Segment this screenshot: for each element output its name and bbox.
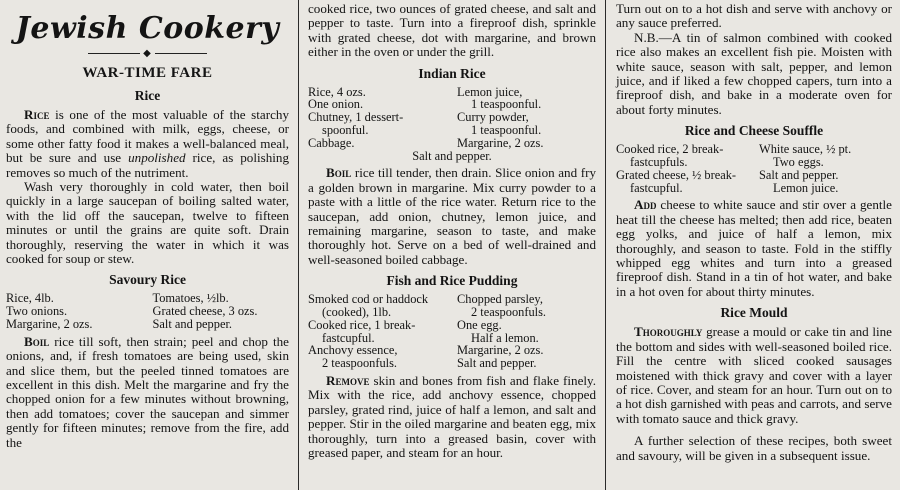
ingredient: Cooked rice, 1 break- bbox=[308, 317, 416, 332]
fish-rice-pudding-heading: Fish and Rice Pudding bbox=[386, 273, 518, 289]
indian-rice-ingredients bbox=[308, 86, 596, 163]
ingredient: fastcupful. bbox=[322, 330, 375, 345]
rice-mould-heading: Rice Mould bbox=[720, 305, 788, 321]
ingredient: Rice, 4 ozs. bbox=[308, 84, 366, 99]
fish-pudding-continued: Turn out on to a hot dish and serve with anchovy or any sauce preferred. bbox=[616, 1, 892, 31]
column-rule bbox=[298, 0, 299, 490]
ingredient: spoonful. bbox=[322, 123, 369, 138]
ingredient: One egg. bbox=[457, 317, 502, 332]
ingredient: Smoked cod or haddock bbox=[308, 292, 429, 307]
ingredient: Lemon juice. bbox=[773, 180, 839, 195]
rice-intro: Rice is one of the most valuable of the starchy foods, and combined with milk, eggs, cheese, or some other fatty food it makes a well-balanced meal, but be sure and use unpolished rice, as polishing removes so much of the nutriment. bbox=[6, 107, 289, 180]
souffle-heading: Rice and Cheese Souffle bbox=[684, 123, 824, 139]
ingredient: (cooked), 1lb. bbox=[322, 305, 392, 320]
ingredient: Anchovy essence, bbox=[308, 343, 398, 358]
column-1 bbox=[0, 0, 296, 490]
ingredient: Margarine, 2 ozs. bbox=[6, 317, 93, 332]
column-rule bbox=[605, 0, 606, 490]
ingredient: Half a lemon. bbox=[471, 330, 539, 345]
ingredient: Chopped parsley, bbox=[457, 292, 543, 307]
ingredient: One onion. bbox=[308, 97, 364, 112]
ingredient: fastcupful. bbox=[630, 180, 683, 195]
footer-note: A further selection of these recipes, both sweet and savoury, will be given in a subsequent issue. bbox=[616, 433, 892, 463]
ingredient: 1 teaspoonful. bbox=[471, 97, 542, 112]
rice-method: Wash very thoroughly in cold water, then boil quickly in a large saucepan of boiling salted water, with the lid off the saucepan, twelve to fifteen minutes or until the grains are quite soft. Drain thoroughly, reserving the water in which it was cooked for soup or stew. bbox=[6, 179, 289, 267]
savoury-rice-heading: Savoury Rice bbox=[109, 272, 186, 288]
savoury-rice-method: Boil rice till soft, then strain; peel and chop the onions, and, if fresh tomatoes are being used, skin and slice them, but the peeled tinned tomatoes are excellent in this dish. Melt the margarine and fry the chopped onion for a few minutes without browning, then add tomatoes; cover the saucepan and simmer gently for fifteen minutes; remove from the fire, add the bbox=[6, 333, 289, 450]
rice-mould-method: Thoroughly grease a mould or cake tin and line the bottom and sides with well-seasoned boiled rice. Fill the centre with sliced cooked sausages moistened with thick gravy and cover with a layer of rice. Cover, and steam for an hour. Turn out on to a hot dish garnished with peas and carrots, and serve with tomato sauce and thick gravy. bbox=[616, 324, 892, 426]
savoury-rice-continued: cooked rice, two ounces of grated cheese, and salt and pepper to taste. Turn into a fireproof dish, sprinkle with grated cheese, dot with margarine, and brown either in the oven or under the grill. bbox=[308, 1, 596, 60]
ingredient: Grated cheese, ½ break- bbox=[616, 167, 737, 182]
ingredient: Grated cheese, 3 ozs. bbox=[152, 304, 258, 319]
ingredient: Two onions. bbox=[6, 304, 68, 319]
ingredient: Tomatoes, ½lb. bbox=[152, 291, 229, 306]
ingredient: Rice, 4lb. bbox=[6, 291, 54, 306]
ingredient: Margarine, 2 ozs. bbox=[457, 343, 544, 358]
souffle-method: Add cheese to white sauce and stir over a gentle heat till the cheese has melted; then add rice, beaten egg yolks, and juice of half a lemon, mix thoroughly, and season to taste. Fold in the stiffly whipped egg whites and turn into a greased fireproof dish. Stand in a tin of hot water, and bake in a hot oven for about thirty minutes. bbox=[616, 197, 892, 299]
indian-rice-method: Boil rice till tender, then drain. Slice onion and fry a golden brown in margarine. Mix curry powder to a paste with a little of the rice water. Return rice to the saucepan, add onion, chutney, lemon juice, and remaining margarine, season to taste, and make thoroughly hot. Serve on a bed of well-drained and well-seasoned boiled cabbage. bbox=[308, 165, 596, 267]
ingredient: Salt and pepper. bbox=[152, 317, 232, 332]
ingredient: 1 teaspoonful. bbox=[471, 123, 542, 138]
rice-heading: Rice bbox=[134, 88, 161, 103]
souffle-ingredients bbox=[616, 143, 892, 194]
ingredient: White sauce, ½ pt. bbox=[759, 142, 852, 157]
ingredient: Cooked rice, 2 break- bbox=[616, 142, 724, 157]
fish-rice-pudding-method: Remove skin and bones from fish and flake finely. Mix with the rice, add anchovy essence, chopped parsley, grated rind, juice of half a lemon, and salt and pepper. Stir in the oiled margarine and beaten egg, mix thoroughly, turn into a greased basin, cover with greased paper, and steam for an hour. bbox=[308, 373, 596, 461]
ingredient: Curry powder, bbox=[457, 110, 529, 125]
dropcap-word: Rice bbox=[24, 107, 50, 122]
ingredient: fastcupfuls. bbox=[630, 155, 688, 170]
ingredient: Cabbage. bbox=[308, 135, 355, 150]
ingredient: Salt and pepper. bbox=[457, 356, 537, 371]
ingredient: 2 teaspoonfuls. bbox=[322, 356, 398, 371]
column-3 bbox=[610, 0, 900, 490]
ingredient: Salt and pepper. bbox=[759, 167, 839, 182]
ingredient: Two eggs. bbox=[773, 155, 824, 170]
column-2 bbox=[302, 0, 602, 490]
masthead: Jewish Cookery bbox=[15, 11, 280, 46]
indian-rice-heading: Indian Rice bbox=[418, 65, 486, 81]
ingredient: Chutney, 1 dessert- bbox=[308, 110, 404, 125]
section-heading: WAR-TIME FARE bbox=[82, 65, 213, 81]
ingredient: Lemon juice, bbox=[457, 84, 523, 99]
ingredient: Margarine, 2 ozs. bbox=[457, 135, 544, 150]
fish-rice-pudding-ingredients bbox=[308, 293, 596, 370]
savoury-rice-ingredients bbox=[6, 292, 289, 330]
ornament-divider: ◆ bbox=[6, 48, 289, 59]
ingredient: Salt and pepper. bbox=[412, 148, 492, 163]
ingredient: 2 teaspoonfuls. bbox=[471, 305, 547, 320]
nota-bene: N.B.—A tin of salmon combined with cooked rice also makes an excellent fish pie. Moisten with white sauce, season with salt, pepper, and lemon juice, and if liked a few chopped capers, turn into a fireproof dish, and bake in a moderate oven for about forty minutes. bbox=[616, 29, 892, 117]
